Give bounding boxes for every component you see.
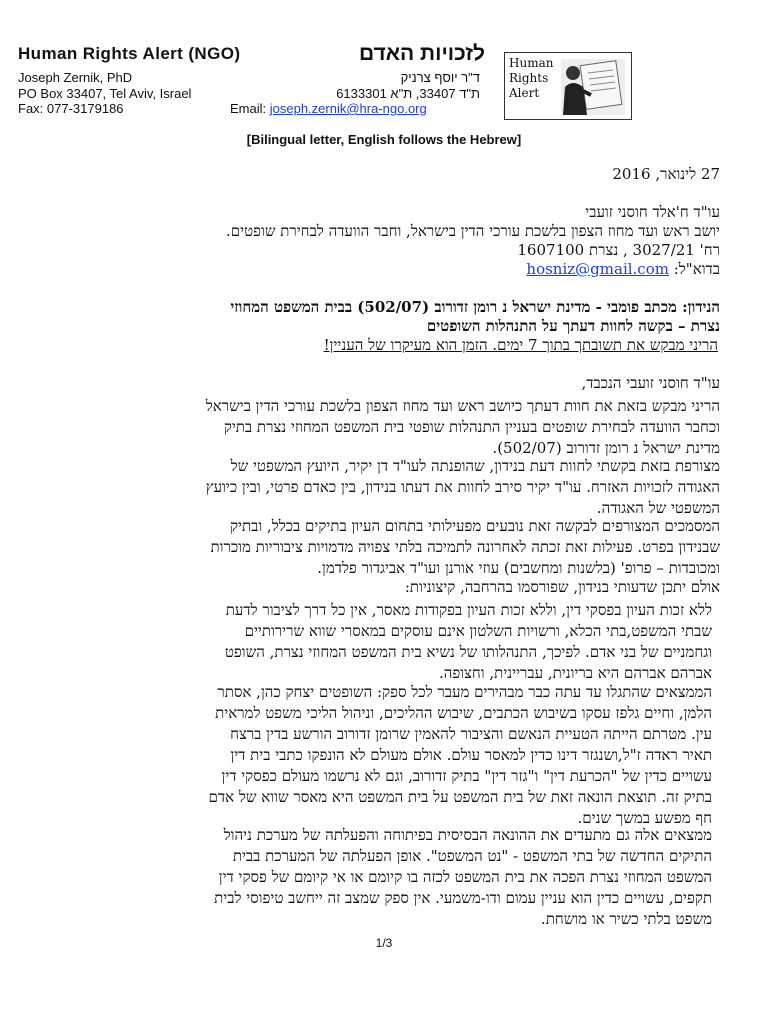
recipient-email-label: בדוא"ל: bbox=[668, 260, 720, 278]
paragraph-4: אולם יתכן שדעותי בנידון, שפורסמו בהרחבה, קיצוניות: bbox=[404, 578, 720, 596]
urgent-request: הריני מבקש את תשובתך בתוך 7 ימים. הזמן הוא מעיקרו של העניין! bbox=[323, 336, 718, 354]
quote-3-line: המשפט המחוזי נצרת הפכה את בית המשפט לכזה בו קיומם או אי קיומם של פסקי דין bbox=[218, 868, 712, 886]
quote-1-line: אברהם אברהם היא בריונית, עבריינית, וחצופה. bbox=[438, 664, 712, 682]
quote-2-line: בתיק זה. תוצאת הונאה זאת של בית המשפט על בית המשפט היא מאסר שווא של אדם bbox=[208, 788, 712, 806]
paragraph-3-line: המסמכים המצורפים לבקשה זאת נובעים מפעילותי בתחום העיון בתיקים בכלל, ובתיק bbox=[229, 517, 720, 535]
subject-line-2: נצרת – בקשה לחוות דעתך על התנהלות השופטים bbox=[426, 317, 720, 335]
logo-figure-icon bbox=[561, 59, 625, 115]
quote-1-line: וגחמניים של בני אדם. לפיכך, התנהלותו של נשיא בית המשפט המחוזי נצרת, השופט bbox=[224, 643, 712, 661]
sender-name-hebrew: ד"ר יוסף צרניק bbox=[400, 70, 480, 85]
quote-2-line: עשויים כדין של "הכרעת דין" ו"גזר דין" בתיק זדורוב, וגם לא נרשמו מעולם כפסקי דין bbox=[221, 767, 712, 785]
sender-email bbox=[230, 101, 427, 116]
quote-2 bbox=[209, 682, 712, 829]
paragraph-3 bbox=[211, 516, 721, 579]
quote-1-line: שבתי המשפט,בתי הכלא, ורשויות השלטון אינם עוסקים במאסרי שווא שרירותיים bbox=[244, 622, 712, 640]
paragraph-3-line: ומכובדות – פרופ' (בלשנות ומחשבים) עוזי אורנן ועו"ד אביגדור פלדמן. bbox=[317, 559, 720, 577]
quote-3-line: התיקים החדשה של בתי המשפט - "נט המשפט". אופן הפעלתה של המערכת בבית bbox=[232, 847, 712, 865]
sender-address-english: PO Box 33407, Tel Aviv, Israel bbox=[18, 86, 192, 101]
paragraph-2 bbox=[206, 456, 720, 519]
quote-2-line: חף מפשע במשך שנים. bbox=[577, 809, 712, 827]
recipient-email-link[interactable]: hosniz@gmail.com bbox=[526, 260, 669, 278]
logo-line-2: Rights bbox=[509, 71, 549, 85]
page-number: 1/3 bbox=[375, 936, 393, 950]
paragraph-1 bbox=[206, 396, 720, 459]
paragraph-2-line: מצורפת בזאת בקשתי לחוות דעת בנידון, שהופנתה לעו"ד דן יקיר, היועץ המשפטי של bbox=[230, 457, 720, 475]
quote-1 bbox=[225, 600, 712, 684]
quote-2-line: תאיר ראדה ז"ל,ושנגזר דינו כדין למאסר עולם. אולם מעולם לא הונפקו כתבי בית דין bbox=[230, 746, 712, 764]
org-logo bbox=[504, 52, 632, 120]
letter-date: 27 לינואר, 2016 bbox=[612, 165, 720, 183]
paragraph-3-line: שבנידון בפרט. פעילות זאת זכתה לאחרונה לתמיכה בלתי צפויה מדמויות ציבוריות מוכרות bbox=[210, 538, 720, 556]
sender-fax: Fax: 077-3179186 bbox=[18, 101, 124, 116]
paragraph-1-line: וכחבר הוועדה לבחירת שופטים בעניין התנהלות שופטי בית המשפט המחוזי נצרת בתיק bbox=[223, 418, 720, 436]
org-name-english: Human Rights Alert (NGO) bbox=[18, 44, 241, 63]
sender-name-english: Joseph Zernik, PhD bbox=[18, 70, 133, 85]
logo-text bbox=[509, 56, 553, 101]
email-link[interactable]: joseph.zernik@hra-ngo.org bbox=[269, 101, 427, 116]
recipient-address: רח' 3027/21 , נצרת 1607100 bbox=[517, 241, 720, 259]
logo-line-3: Alert bbox=[509, 86, 540, 100]
quote-1-line: ללא זכות העיון בפסקי דין, וללא זכות העיון בפקודות מאסר, אין כל דרך לציבור לדעת bbox=[225, 601, 712, 619]
paragraph-2-line: המשפטי של האגודה. bbox=[596, 499, 720, 517]
paragraph-2-line: האגודה לזכויות האזרח. עו"ד יקיר סירב לחוות את דעתו בנידון, בין כאדם פרטי, ובין כיועץ bbox=[205, 478, 720, 496]
bilingual-note: [Bilingual letter, English follows the Hebrew] bbox=[246, 132, 522, 147]
subject-line-1: הנידון: מכתב פומבי - מדינת ישראל נ רומן זדורוב (502/07) בבית המשפט המחוזי bbox=[230, 298, 720, 316]
quote-2-line: עין. מטרתם הייתה הטעיית הנאשם והציבור להאמין שרומן זדורוב הורשע בדין ברצח bbox=[230, 725, 712, 743]
logo-line-1: Human bbox=[509, 56, 554, 70]
email-label: Email: bbox=[230, 101, 270, 116]
salutation: עו"ד חוסני זועבי הנכבד, bbox=[581, 374, 720, 392]
recipient-name: עו"ד ח'אלד חוסני זועבי bbox=[585, 203, 720, 221]
quote-3 bbox=[214, 825, 712, 930]
quote-3-line: משפט בלתי כשיר או מושחת. bbox=[540, 910, 712, 928]
sender-address-hebrew: ת"ד 33407, ת"א 6133301 bbox=[336, 86, 480, 101]
quote-2-line: הלמן, וחיים גלפז עסקו בשיבוש הכתבים, שיבוש ההליכים, וניהול הליכי משפט למראית bbox=[215, 704, 712, 722]
org-name-hebrew: לזכויות האדם bbox=[358, 42, 485, 65]
paragraph-1-line: מדינת ישראל נ רומן זדורוב (502/07). bbox=[492, 439, 720, 457]
recipient-title: יושב ראש ועד מחוז הצפון בלשכת עורכי הדין בישראל, וחבר הוועדה לבחירת שופטים. bbox=[226, 222, 720, 240]
paragraph-1-line: הריני מבקש בזאת את חוות דעתך כיושב ראש ועד מחוז הצפון בלשכת עורכי הדין בישראל bbox=[205, 397, 720, 415]
quote-2-line: הממצאים שהתגלו עד עתה כבר מבהירים מעבר לכל ספק: השופטים יצחק כהן, אסתר bbox=[217, 683, 712, 701]
quote-3-line: ממצאים אלה גם מתעדים את ההונאה הבסיסית בפיתוחה והפעלתה של מערכת ניהול bbox=[223, 826, 712, 844]
quote-3-line: תקפים, עשויים כדין הוא עניין עמום ודו-משמעי. אין ספק שמצב זה ייחשב טיפוסי לבית bbox=[214, 889, 712, 907]
recipient-email-line bbox=[526, 260, 720, 279]
